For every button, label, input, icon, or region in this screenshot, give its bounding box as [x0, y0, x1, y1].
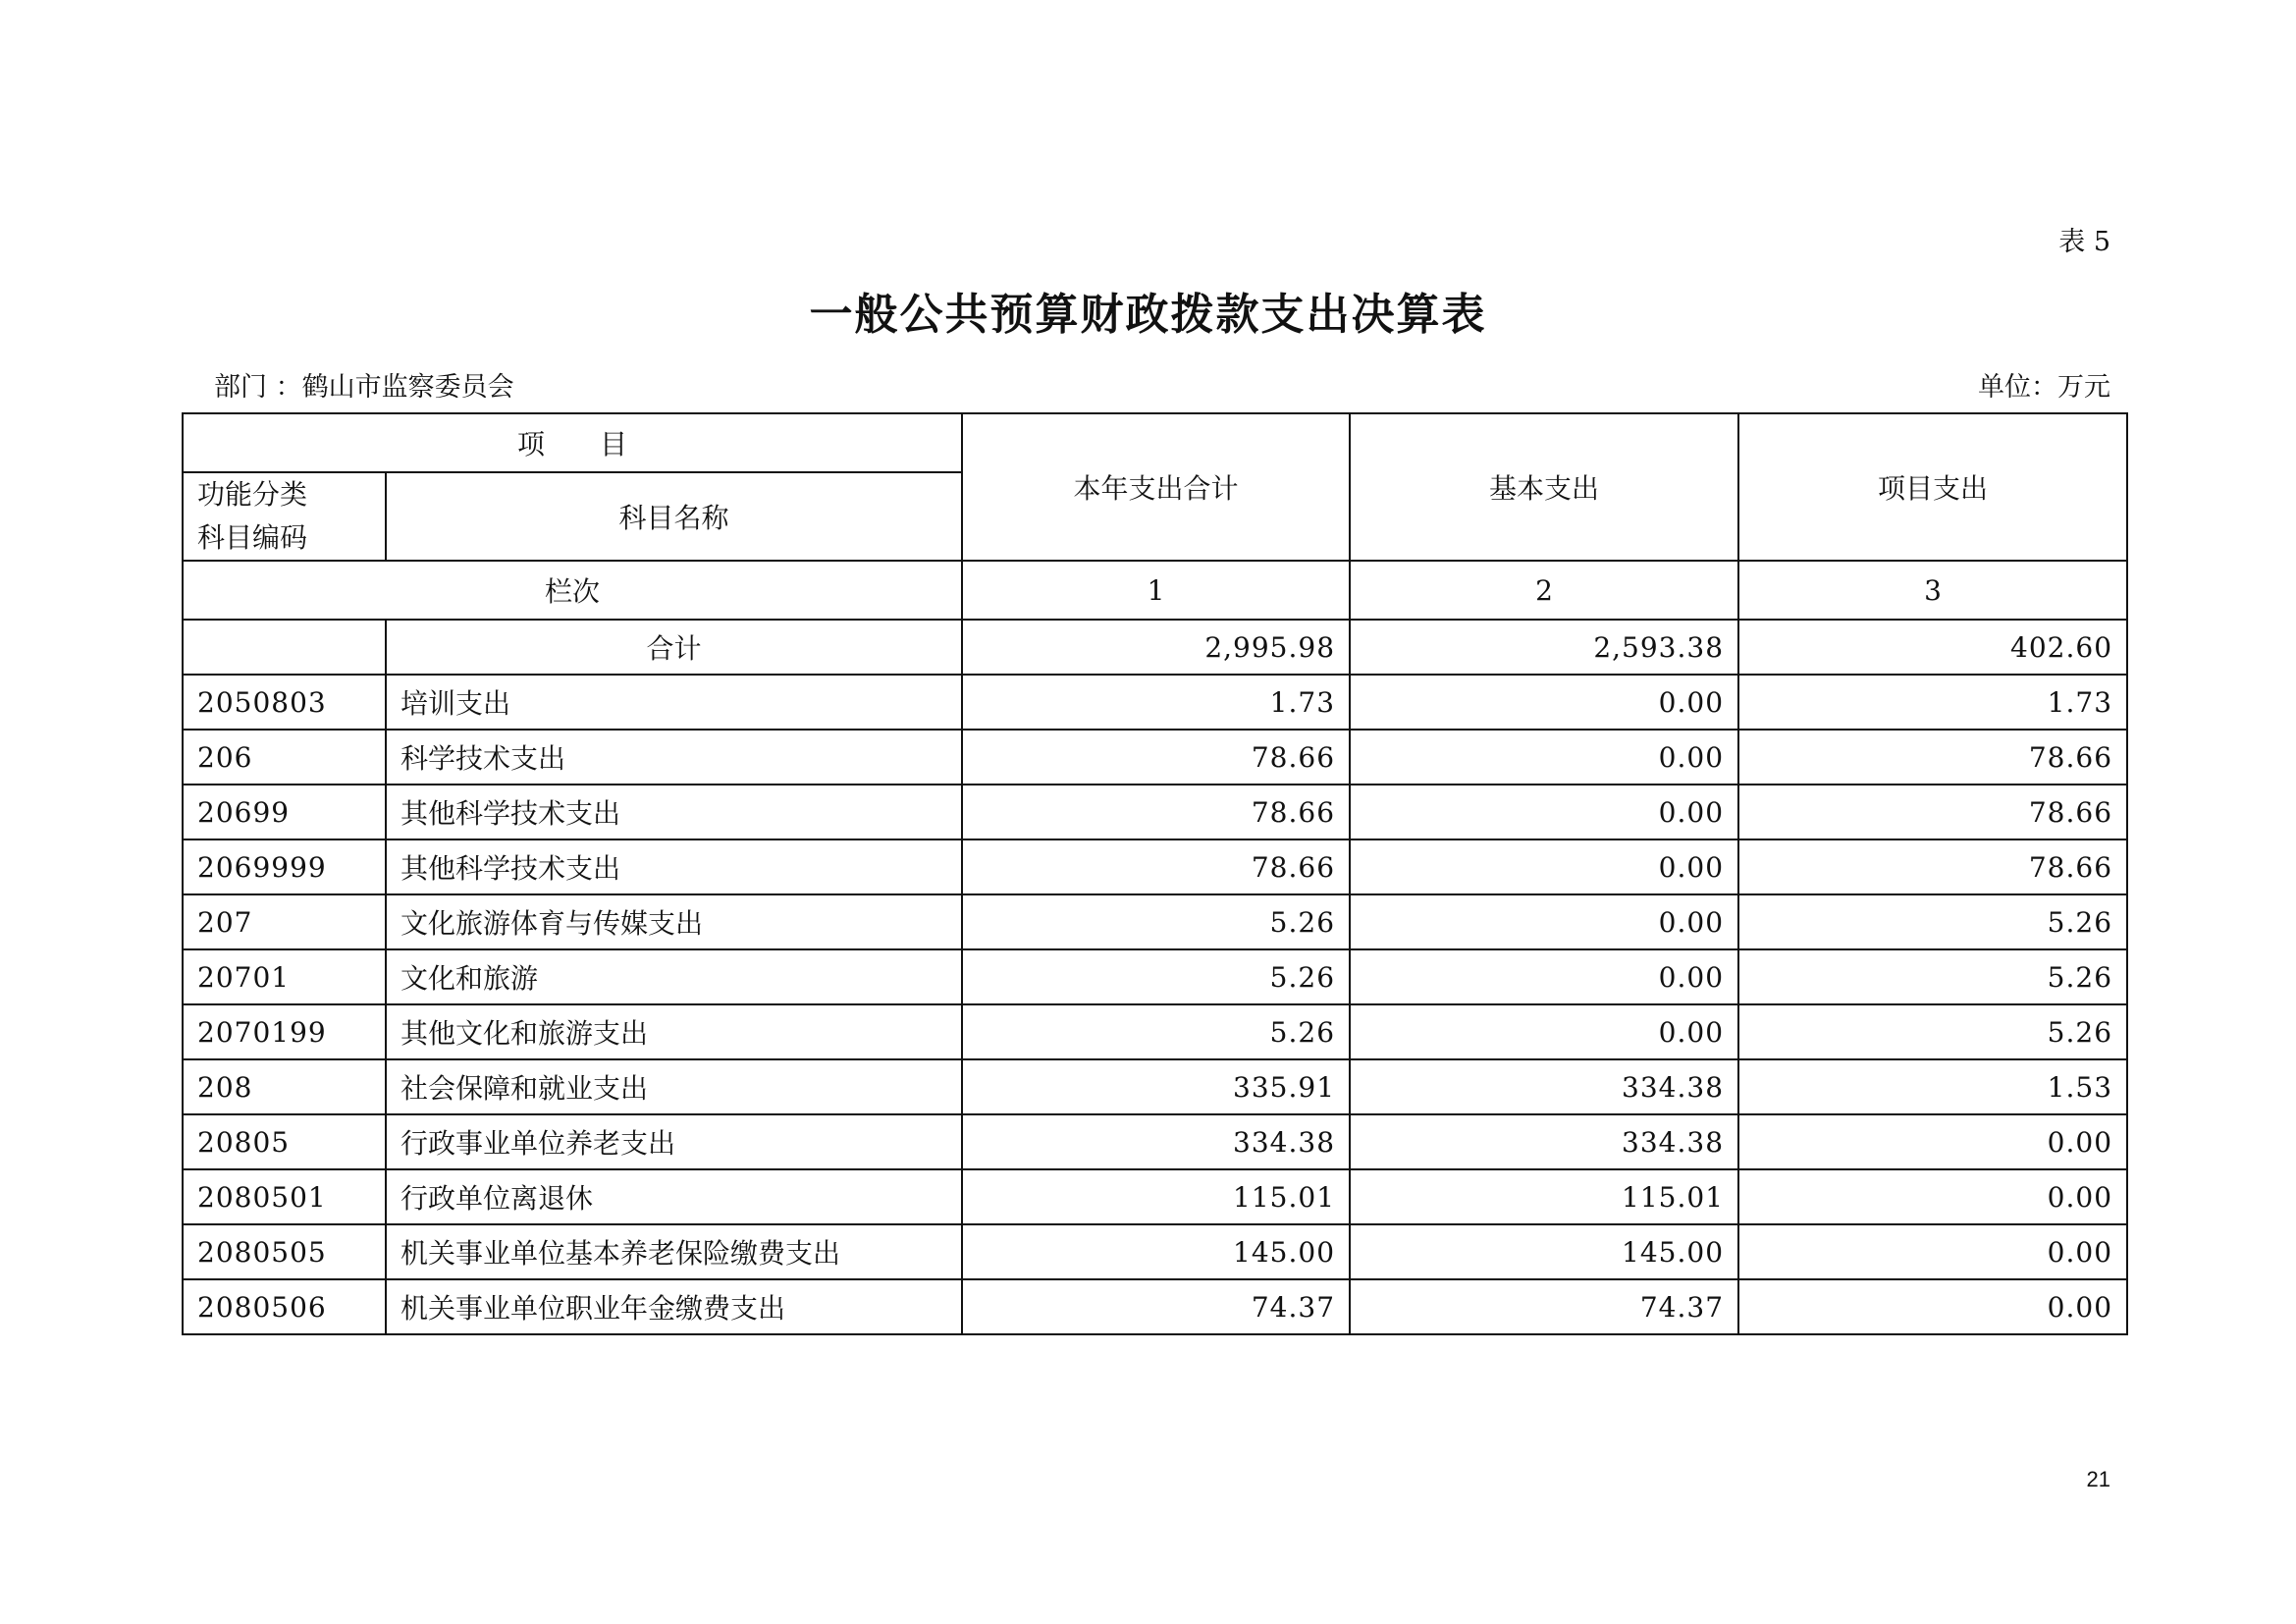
row-basic: 0.00 [1350, 949, 1738, 1004]
project-header: 项目支出 [1738, 413, 2127, 561]
row-total: 78.66 [962, 730, 1350, 785]
row-code: 2080505 [183, 1224, 386, 1279]
row-total: 78.66 [962, 839, 1350, 894]
row-code: 2080506 [183, 1279, 386, 1334]
row-name: 机关事业单位基本养老保险缴费支出 [386, 1224, 962, 1279]
table-row [183, 1169, 2127, 1224]
row-name: 社会保障和就业支出 [386, 1059, 962, 1114]
row-code: 2069999 [183, 839, 386, 894]
row-name: 行政单位离退休 [386, 1169, 962, 1224]
row-basic: 334.38 [1350, 1059, 1738, 1114]
row-basic: 115.01 [1350, 1169, 1738, 1224]
total-row [183, 620, 2127, 675]
row-project: 1.73 [1738, 675, 2127, 730]
row-basic: 0.00 [1350, 730, 1738, 785]
total-project: 402.60 [1738, 620, 2127, 675]
row-project: 5.26 [1738, 949, 2127, 1004]
row-total: 5.26 [962, 1004, 1350, 1059]
table-row [183, 1059, 2127, 1114]
table-row [183, 839, 2127, 894]
row-project: 5.26 [1738, 894, 2127, 949]
expenditure-table [182, 412, 2128, 1335]
column-number-3: 3 [1738, 561, 2127, 620]
row-total: 1.73 [962, 675, 1350, 730]
row-basic: 0.00 [1350, 839, 1738, 894]
row-code: 20699 [183, 785, 386, 839]
row-name: 文化旅游体育与传媒支出 [386, 894, 962, 949]
row-basic: 0.00 [1350, 1004, 1738, 1059]
column-number-2: 2 [1350, 561, 1738, 620]
table-number: 表 5 [2058, 227, 2110, 257]
total-amount: 2,995.98 [962, 620, 1350, 675]
table-header [183, 413, 2127, 675]
row-name: 其他科学技术支出 [386, 785, 962, 839]
table-row [183, 1224, 2127, 1279]
row-project: 0.00 [1738, 1114, 2127, 1169]
row-code: 208 [183, 1059, 386, 1114]
total-basic: 2,593.38 [1350, 620, 1738, 675]
table-row [183, 1114, 2127, 1169]
row-project: 1.53 [1738, 1059, 2127, 1114]
row-basic: 145.00 [1350, 1224, 1738, 1279]
row-basic: 0.00 [1350, 894, 1738, 949]
row-total: 5.26 [962, 894, 1350, 949]
row-basic: 0.00 [1350, 675, 1738, 730]
row-project: 78.66 [1738, 839, 2127, 894]
row-total: 334.38 [962, 1114, 1350, 1169]
row-total: 145.00 [962, 1224, 1350, 1279]
table-row [183, 949, 2127, 1004]
page-number: 21 [2086, 1467, 2110, 1491]
row-total: 78.66 [962, 785, 1350, 839]
row-code: 2070199 [183, 1004, 386, 1059]
row-name: 其他文化和旅游支出 [386, 1004, 962, 1059]
table-body [183, 675, 2127, 1334]
table-row [183, 730, 2127, 785]
table-row [183, 675, 2127, 730]
row-name: 文化和旅游 [386, 949, 962, 1004]
basic-header: 基本支出 [1350, 413, 1738, 561]
row-total: 335.91 [962, 1059, 1350, 1114]
row-code: 2050803 [183, 675, 386, 730]
row-project: 78.66 [1738, 785, 2127, 839]
row-basic: 334.38 [1350, 1114, 1738, 1169]
row-project: 5.26 [1738, 1004, 2127, 1059]
row-name: 科学技术支出 [386, 730, 962, 785]
row-total: 74.37 [962, 1279, 1350, 1334]
column-number-label: 栏次 [183, 561, 962, 620]
table-row [183, 1279, 2127, 1334]
row-basic: 74.37 [1350, 1279, 1738, 1334]
column-number-1: 1 [962, 561, 1350, 620]
row-code: 2080501 [183, 1169, 386, 1224]
document-title: 一般公共预算财政拨款支出决算表 [809, 290, 1487, 340]
total-header: 本年支出合计 [962, 413, 1350, 561]
row-project: 78.66 [1738, 730, 2127, 785]
table-row [183, 894, 2127, 949]
unit-label: 单位：万元 [1978, 372, 2110, 403]
row-name: 培训支出 [386, 675, 962, 730]
name-header: 科目名称 [386, 472, 962, 561]
row-code: 20701 [183, 949, 386, 1004]
row-name: 行政事业单位养老支出 [386, 1114, 962, 1169]
total-code-cell [183, 620, 386, 675]
row-code: 206 [183, 730, 386, 785]
row-name: 其他科学技术支出 [386, 839, 962, 894]
row-code: 207 [183, 894, 386, 949]
row-name: 机关事业单位职业年金缴费支出 [386, 1279, 962, 1334]
department-label: 部门 ：鹤山市监察委员会 [214, 372, 514, 403]
row-project: 0.00 [1738, 1169, 2127, 1224]
row-project: 0.00 [1738, 1279, 2127, 1334]
total-label: 合计 [386, 620, 962, 675]
table-row [183, 785, 2127, 839]
code-header: 功能分类 科目编码 [183, 472, 386, 561]
row-total: 5.26 [962, 949, 1350, 1004]
table-row [183, 1004, 2127, 1059]
row-basic: 0.00 [1350, 785, 1738, 839]
row-code: 20805 [183, 1114, 386, 1169]
item-header: 项 目 [183, 413, 962, 472]
row-project: 0.00 [1738, 1224, 2127, 1279]
row-total: 115.01 [962, 1169, 1350, 1224]
